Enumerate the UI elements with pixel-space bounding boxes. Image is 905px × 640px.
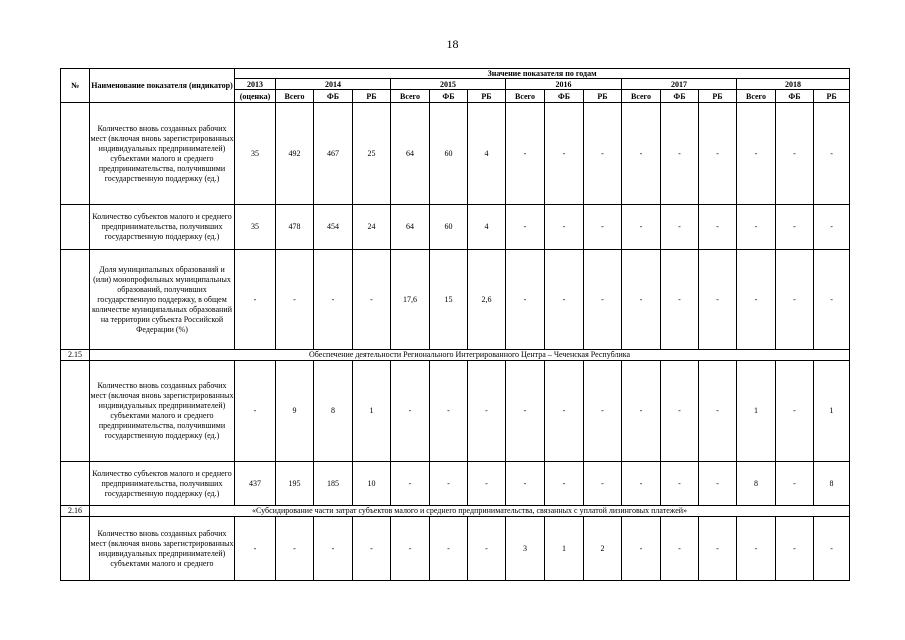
value-cell: 454	[314, 205, 353, 250]
value-cell: -	[506, 103, 545, 205]
table-row	[61, 205, 850, 250]
value-cell: -	[468, 517, 506, 581]
value-cell: 2	[584, 517, 622, 581]
value-cell: -	[776, 103, 814, 205]
value-cell: -	[276, 517, 314, 581]
value-cell: -	[699, 205, 737, 250]
subheader-total-2018: Всего	[737, 90, 776, 103]
value-cell: -	[235, 361, 276, 462]
value-cell: -	[776, 205, 814, 250]
value-cell: -	[430, 462, 468, 506]
col-no-header: №	[61, 69, 90, 103]
value-cell: -	[776, 462, 814, 506]
year-2016-header: 2016	[506, 79, 622, 90]
value-cell: -	[661, 361, 699, 462]
indicator-table	[60, 68, 850, 581]
value-cell: 35	[235, 205, 276, 250]
value-cell: -	[506, 361, 545, 462]
year-2013-header: 2013	[235, 79, 276, 90]
subheader-fb-2014: ФБ	[314, 90, 353, 103]
value-cell: -	[353, 250, 391, 350]
value-cell: 1	[737, 361, 776, 462]
value-cell: -	[699, 462, 737, 506]
value-cell: 64	[391, 103, 430, 205]
value-cell: -	[584, 250, 622, 350]
page-number: 18	[446, 37, 459, 51]
value-cell: -	[506, 205, 545, 250]
value-cell: -	[430, 361, 468, 462]
estimate-header: (оценка)	[235, 90, 276, 103]
subheader-fb-2016: ФБ	[545, 90, 584, 103]
value-cell: 3	[506, 517, 545, 581]
section-row	[61, 506, 850, 517]
value-cell: -	[661, 205, 699, 250]
value-cell: 1	[545, 517, 584, 581]
indicator-name: Количество вновь созданных рабочих мест (включая вновь зарегистрированных индивидуальных предпринимателей) субъектами малого и среднего предпринимательства, получившими государственную поддержку (ед.)	[90, 361, 235, 462]
value-cell: -	[661, 462, 699, 506]
subheader-rb-2016: РБ	[584, 90, 622, 103]
value-cell: -	[545, 361, 584, 462]
value-cell: 60	[430, 103, 468, 205]
value-cell: -	[468, 361, 506, 462]
section-title: Обеспечение деятельности Регионального Интегрированного Центра – Чеченская Республика	[90, 350, 850, 361]
value-cell: -	[814, 250, 850, 350]
value-cell: -	[545, 462, 584, 506]
subheader-rb-2015: РБ	[468, 90, 506, 103]
subheader-total-2017: Всего	[622, 90, 661, 103]
value-cell: -	[314, 517, 353, 581]
subheader-rb-2017: РБ	[699, 90, 737, 103]
row-number-cell	[61, 361, 90, 462]
value-cell: -	[776, 361, 814, 462]
value-cell: -	[545, 103, 584, 205]
row-number-cell	[61, 103, 90, 205]
table-row	[61, 361, 850, 462]
subheader-total-2016: Всего	[506, 90, 545, 103]
value-cell: -	[661, 517, 699, 581]
value-cell: 492	[276, 103, 314, 205]
table-header	[61, 69, 850, 103]
value-cell: -	[737, 205, 776, 250]
subheader-rb-2014: РБ	[353, 90, 391, 103]
value-cell: -	[814, 517, 850, 581]
value-cell: 437	[235, 462, 276, 506]
subheader-total-2014: Всего	[276, 90, 314, 103]
value-cell: -	[545, 205, 584, 250]
value-cell: -	[699, 517, 737, 581]
value-cell: 185	[314, 462, 353, 506]
value-cell: -	[314, 250, 353, 350]
value-cell: -	[506, 462, 545, 506]
value-cell: -	[584, 462, 622, 506]
value-cell: -	[699, 361, 737, 462]
value-cell: 17,6	[391, 250, 430, 350]
value-cell: -	[391, 462, 430, 506]
value-cell: -	[622, 462, 661, 506]
value-cell: 4	[468, 205, 506, 250]
value-cell: 195	[276, 462, 314, 506]
value-cell: -	[235, 517, 276, 581]
value-cell: -	[584, 103, 622, 205]
section-number: 2.15	[61, 350, 90, 361]
table-row	[61, 462, 850, 506]
row-number-cell	[61, 462, 90, 506]
value-cell: 2,6	[468, 250, 506, 350]
value-cell: 8	[314, 361, 353, 462]
value-cell: 10	[353, 462, 391, 506]
value-cell: -	[622, 103, 661, 205]
table-row	[61, 103, 850, 205]
year-2017-header: 2017	[622, 79, 737, 90]
values-by-year-header: Значение показателя по годам	[235, 69, 850, 79]
value-cell: 8	[814, 462, 850, 506]
row-number-cell	[61, 205, 90, 250]
subheader-fb-2017: ФБ	[661, 90, 699, 103]
value-cell: 8	[737, 462, 776, 506]
section-row	[61, 350, 850, 361]
value-cell: -	[737, 517, 776, 581]
value-cell: 9	[276, 361, 314, 462]
value-cell: 24	[353, 205, 391, 250]
value-cell: -	[235, 250, 276, 350]
value-cell: -	[545, 250, 584, 350]
value-cell: -	[776, 250, 814, 350]
value-cell: 4	[468, 103, 506, 205]
section-number: 2.16	[61, 506, 90, 517]
col-name-header: Наименование показателя (индикатор)	[90, 69, 235, 103]
value-cell: -	[699, 103, 737, 205]
table-body	[61, 103, 850, 581]
value-cell: -	[776, 517, 814, 581]
value-cell: -	[430, 517, 468, 581]
value-cell: 15	[430, 250, 468, 350]
year-2015-header: 2015	[391, 79, 506, 90]
value-cell: -	[737, 250, 776, 350]
value-cell: 25	[353, 103, 391, 205]
indicator-name: Доля муниципальных образований и (или) монопрофильных муниципальных образований, получивших государственную поддержку, в общем количестве муниципальных образований на территории субъекта Российской Федерации (%)	[90, 250, 235, 350]
subheader-fb-2015: ФБ	[430, 90, 468, 103]
value-cell: -	[506, 250, 545, 350]
indicator-name: Количество субъектов малого и среднего предпринимательства, получивших государственную поддержку (ед.)	[90, 462, 235, 506]
value-cell: -	[468, 462, 506, 506]
value-cell: -	[814, 205, 850, 250]
year-2018-header: 2018	[737, 79, 850, 90]
subheader-rb-2018: РБ	[814, 90, 850, 103]
value-cell: -	[276, 250, 314, 350]
indicator-name: Количество вновь созданных рабочих мест (включая вновь зарегистрированных индивидуальных предпринимателей) субъектами малого и среднего	[90, 517, 235, 581]
value-cell: -	[622, 205, 661, 250]
value-cell: 467	[314, 103, 353, 205]
value-cell: -	[353, 517, 391, 581]
value-cell: 1	[353, 361, 391, 462]
value-cell: 478	[276, 205, 314, 250]
indicator-name: Количество вновь созданных рабочих мест (включая вновь зарегистрированных индивидуальных предпринимателей) субъектами малого и среднего предпринимательства, получившими государственную поддержку (ед.)	[90, 103, 235, 205]
value-cell: -	[661, 250, 699, 350]
value-cell: 1	[814, 361, 850, 462]
table-row	[61, 250, 850, 350]
row-number-cell	[61, 517, 90, 581]
value-cell: -	[661, 103, 699, 205]
value-cell: -	[622, 361, 661, 462]
value-cell: 64	[391, 205, 430, 250]
value-cell: -	[391, 517, 430, 581]
value-cell: -	[584, 361, 622, 462]
indicator-name: Количество субъектов малого и среднего предпринимательства, получивших государственную поддержку (ед.)	[90, 205, 235, 250]
value-cell: -	[699, 250, 737, 350]
section-title: «Субсидирование части затрат субъектов малого и среднего предпринимательства, связанных с уплатой лизинговых платежей»	[90, 506, 850, 517]
value-cell: 60	[430, 205, 468, 250]
subheader-total-2015: Всего	[391, 90, 430, 103]
value-cell: -	[622, 517, 661, 581]
value-cell: -	[584, 205, 622, 250]
value-cell: -	[622, 250, 661, 350]
subheader-fb-2018: ФБ	[776, 90, 814, 103]
year-2014-header: 2014	[276, 79, 391, 90]
value-cell: -	[737, 103, 776, 205]
table-row	[61, 517, 850, 581]
value-cell: -	[391, 361, 430, 462]
value-cell: -	[814, 103, 850, 205]
value-cell: 35	[235, 103, 276, 205]
row-number-cell	[61, 250, 90, 350]
